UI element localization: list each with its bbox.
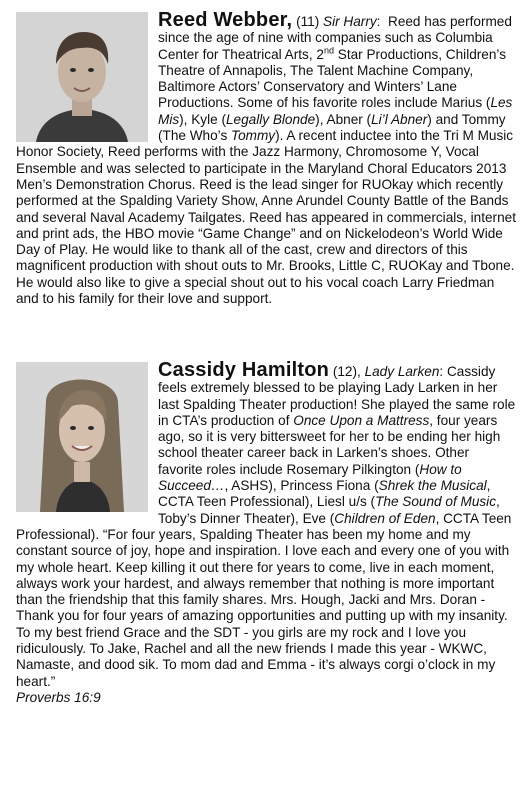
bio-text: ). A recent inductee into the Tri M Music Honor Society, Reed performs with the Jazz Harmony, Chromosome Y, Vocal Ensemble and was selected to participate in the Maryland Choral Educators 2013 Men’s Demonstration Chorus. Reed is the lead singer for RUOkay which recently performed at the Spalding Variety Show, Anne Arundel County Battle of the Bands and several Naval Academy Tailgates. Reed has appeared in commercials, internet and print ads, the HBO movie “Game Change” and on Nickelodeon’s World Wide Day of Play. He would like to thank all of the cast, crew and directors of this magnificent production with shout outs to Mr. Brooks, Little C, RUOKay and Tbone. He would also like to give a special shout out to his vocal coach Larry Friedman and to his family for their love and support. <box>16 128 516 307</box>
role-name: Lady Larken <box>364 364 440 379</box>
show-title: Tommy <box>231 128 276 144</box>
grade: (12) <box>332 364 357 379</box>
headshot-photo <box>16 12 148 142</box>
bio-text: Star Productions, Children’s Theatre of Annapolis, The Talent Machine Company, Baltimore Actors’ Conservatory and Winters’ Lane Productions. Some of his favorite roles include Marius ( <box>158 46 507 111</box>
show-title: Once Upon a Mattress <box>293 412 430 428</box>
portrait-photo-icon <box>16 362 148 512</box>
show-title: Li’l Abner <box>371 111 428 127</box>
bio-text: , Toby’s Dinner Theater), Eve ( <box>158 494 500 526</box>
grade: (11) <box>296 14 320 29</box>
bio-text: Cassidy feels extremely blessed to be playing Lady Larken in her last Spalding Theater production! She played the same role in CTA’s production of <box>158 364 516 428</box>
bio-reed-webber: Reed Webber, (11) Sir Harry: Reed has performed since the age of nine with companies such as Columbia Center for Theatrical Arts, 2nd Star Productions, Children’s Theatre of Annapolis, The Talent Machine Company, Baltimore Actors’ Conservatory and Winters’ Lane Productions. Some of his favorite roles include Marius (Les Mis), Kyle (Legally Blonde), Abner (Li’l Abner) and Tommy (The Who’s Tommy). A recent inductee into the Tri M Music Honor Society, Reed performs with the Jazz Harmony, Chromosome Y, Vocal Ensemble and was selected to participate in the Maryland Choral Educators 2013 Men’s Demonstration Chorus. Reed is the lead singer for RUOkay which recently performed at the Spalding Variety Show, Anne Arundel County Battle of the Bands and several Naval Academy Tailgates. Reed has appeared in commercials, internet and print ads, the HBO movie “Game Change” and on Nickelodeon’s World Wide Day of Play. He would like to thank all of the cast, crew and directors of this magnificent production with shout outs to Mr. Brooks, Little C, RUOKay and Tbone. He would also like to give a special shout out to his vocal coach Larry Friedman and to his family for their love and support. <box>16 9 516 307</box>
superscript: nd <box>323 45 334 56</box>
bio-cassidy-hamilton: Cassidy Hamilton (12), Lady Larken: Cassidy feels extremely blessed to be playing Lady Larken in her last Spalding Theater production! She played the same role in CTA’s production of Once Upon a Mattress, four years ago, so it is very bittersweet for her to be ending her high school theater career back in Larken’s shoes. Other favorite roles include Rosemary Pilkington (How to Succeed…, ASHS), Princess Fiona (Shrek the Musical, CCTA Teen Professional), Liesl u/s (The Sound of Music, Toby’s Dinner Theater), Eve (Children of Eden, CCTA Teen Professional). “For four years, Spalding Theater has been my home and my constant source of joy, hope and inspiration. I love each and every one of you with my whole heart. Keep killing it out there for years to come, live in each moment, always work your hardest, and always remember that nothing is more important than the friendship that this family shares. Mrs. Hough, Jacki and Mrs. Doran - Thank you for four years of amazing opportunities and putting up with my insanity. To my best friend Grace and the SDT - you girls are my rock and I love you ridiculously. To Jake, Rachel and all the new friends I made this year - WKWC, Namaste, and dood sik. To mom dad and Emma - it’s always corgi o’clock in my heart.” Proverbs 16:9 <box>16 359 516 705</box>
show-title: The Sound of Music <box>375 494 496 510</box>
role-name: Sir Harry <box>323 14 377 29</box>
performer-name: Reed Webber, <box>158 9 293 31</box>
bio-text: ), Abner ( <box>315 111 372 127</box>
headshot-photo <box>16 362 148 512</box>
bio-text: , ASHS), Princess Fiona ( <box>224 478 379 494</box>
bio-text: ), Kyle ( <box>179 111 226 127</box>
bio-text: ) and Tommy (The Who’s <box>158 111 506 144</box>
show-title: Shrek the Musical <box>378 478 487 494</box>
scripture-reference: Proverbs 16:9 <box>16 689 101 705</box>
portrait-photo-icon <box>16 12 148 142</box>
show-title: Children of Eden <box>334 510 436 526</box>
show-title: How to Succeed… <box>158 461 462 494</box>
show-title: Legally Blonde <box>225 111 316 127</box>
show-title: Les Mis <box>158 95 513 127</box>
bio-text: , CCTA Teen Professional). “For four years, Spalding Theater has been my home and my constant source of joy, hope and inspiration. I love each and every one of you with my whole heart. Keep killing it out there for years to come, live in each moment, always work your hardest, and always remember that nothing is more important than the friendship that this family shares. Mrs. Hough, Jacki and Mrs. Doran - Thank you for four years of amazing opportunities and putting up with my insanity. To my best friend Grace and the SDT - you girls are my rock and I love you ridiculously. To Jake, Rachel and all the new friends I made this year - WKWC, Namaste, and dood sik. To mom dad and Emma - it’s always corgi o’clock in my heart.” <box>16 510 512 689</box>
bio-text: , four years ago, so it is very bittersweet for her to be ending her high school theater career back in Larken’s shoes. Other favorite roles include Rosemary Pilkington ( <box>158 412 501 477</box>
bio-text: , CCTA Teen Professional), Liesl u/s ( <box>158 478 491 510</box>
performer-name: Cassidy Hamilton <box>158 359 330 381</box>
bio-text: Reed has performed since the age of nine with companies such as Columbia Center for Theatrical Arts, 2 <box>158 14 512 62</box>
